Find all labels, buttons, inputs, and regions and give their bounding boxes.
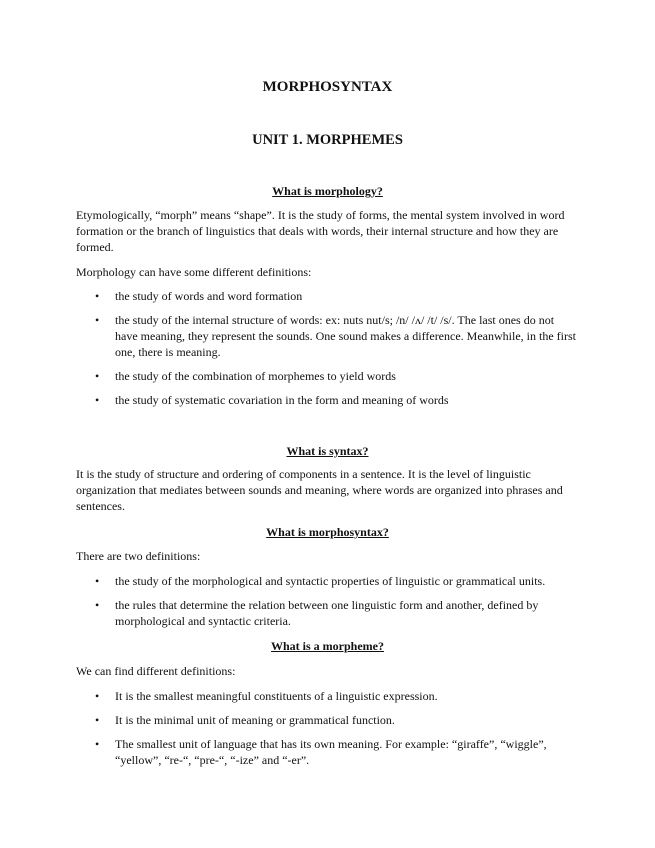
bullet-icon: •: [95, 313, 100, 327]
bullet-icon: •: [95, 689, 100, 703]
list-item: [76, 312, 576, 360]
list-item-text: the study of the internal structure of words: ex: nuts nut/s; /n/ /ʌ/ /t/ /s/. The last ones do not have meaning, they represent the sounds. One sound makes a difference. Meanwhile, in the first one, there is meaning.: [115, 313, 576, 359]
morphosyntax-paragraph: There are two definitions:: [76, 549, 201, 563]
bullet-icon: •: [95, 713, 100, 727]
list-item-text: It is the smallest meaningful constituents of a linguistic expression.: [115, 689, 438, 703]
list-item-text: the study of the combination of morphemes to yield words: [115, 369, 396, 383]
heading-morphosyntax: What is morphosyntax?: [266, 525, 389, 539]
list-item-text: It is the minimal unit of meaning or grammatical function.: [115, 713, 395, 727]
bullet-icon: •: [95, 369, 100, 383]
list-item-text: the study of words and word formation: [115, 289, 303, 303]
list-item: [76, 288, 576, 304]
list-item-text: the rules that determine the relation between one linguistic form and another, defined by morphological and syntactic criteria.: [115, 598, 539, 628]
heading-syntax: What is syntax?: [286, 444, 369, 458]
list-item: [76, 688, 576, 704]
list-item: [76, 573, 576, 589]
list-item-text: the study of the morphological and syntactic properties of linguistic or grammatical units.: [115, 574, 546, 588]
list-item: [76, 736, 576, 768]
list-item: [76, 368, 576, 384]
heading-morpheme: What is a morpheme?: [271, 639, 384, 653]
bullet-icon: •: [95, 598, 100, 612]
morpheme-bullet-list: [76, 688, 576, 768]
morphology-paragraph-2: Morphology can have some different definitions:: [76, 265, 312, 279]
morphology-paragraph-1: Etymologically, “morph” means “shape”. It is the study of forms, the mental system involved in word formation or the branch of linguistics that deals with words, their internal structure and how they are formed.: [76, 208, 565, 254]
bullet-icon: •: [95, 393, 100, 407]
list-item: [76, 597, 576, 629]
heading-morphology: What is morphology?: [272, 184, 383, 198]
morphosyntax-bullet-list: [76, 573, 576, 629]
syntax-paragraph: It is the study of structure and ordering of components in a sentence. It is the level of linguistic organization that mediates between sounds and meaning, where words are organized into phrases and sentences.: [76, 467, 563, 513]
list-item: [76, 392, 576, 408]
morphology-bullet-list: [76, 288, 576, 408]
document-title: MORPHOSYNTAX: [262, 79, 393, 95]
bullet-icon: •: [95, 289, 100, 303]
list-item-text: The smallest unit of language that has its own meaning. For example: “giraffe”, “wiggle”, “yellow”, “re-“, “pre-“, “-ize” and “-er”.: [115, 737, 547, 767]
morpheme-paragraph: We can find different definitions:: [76, 664, 236, 678]
list-item: [76, 712, 576, 728]
bullet-icon: •: [95, 574, 100, 588]
unit-title: UNIT 1. MORPHEMES: [252, 132, 403, 148]
list-item-text: the study of systematic covariation in the form and meaning of words: [115, 393, 449, 407]
bullet-icon: •: [95, 737, 100, 751]
